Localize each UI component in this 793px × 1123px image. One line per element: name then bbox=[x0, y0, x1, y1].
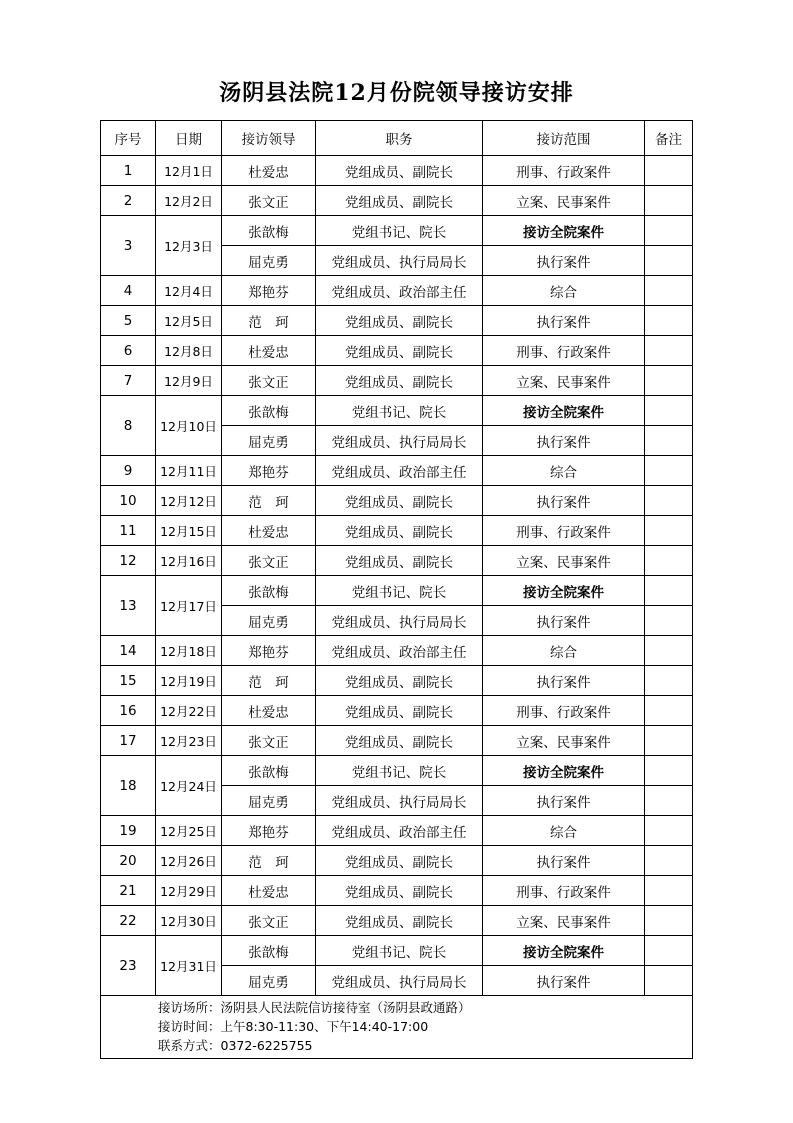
row-number: 16 bbox=[101, 696, 156, 726]
row-duty: 党组成员、执行局局长 bbox=[316, 966, 483, 996]
row-duty: 党组成员、政治部主任 bbox=[316, 456, 483, 486]
row-duty: 党组成员、副院长 bbox=[316, 546, 483, 576]
row-duty: 党组成员、执行局局长 bbox=[316, 786, 483, 816]
table-row bbox=[101, 336, 693, 366]
table-row bbox=[101, 186, 693, 216]
row-leader: 张文正 bbox=[222, 546, 316, 576]
table-body bbox=[101, 156, 693, 996]
row-number: 20 bbox=[101, 846, 156, 876]
row-leader: 张歆梅 bbox=[222, 756, 316, 786]
row-remark bbox=[645, 366, 693, 396]
table-row bbox=[101, 696, 693, 726]
row-leader: 屈克勇 bbox=[222, 606, 316, 636]
row-scope: 综合 bbox=[483, 456, 645, 486]
row-remark bbox=[645, 156, 693, 186]
table-row bbox=[101, 456, 693, 486]
table-row bbox=[101, 876, 693, 906]
row-scope: 执行案件 bbox=[483, 846, 645, 876]
row-duty: 党组成员、政治部主任 bbox=[316, 276, 483, 306]
row-leader: 郑艳芬 bbox=[222, 276, 316, 306]
row-duty: 党组成员、副院长 bbox=[316, 516, 483, 546]
row-remark bbox=[645, 666, 693, 696]
table-row bbox=[101, 726, 693, 756]
row-remark bbox=[645, 726, 693, 756]
row-number: 21 bbox=[101, 876, 156, 906]
table-row bbox=[101, 216, 693, 246]
header-no: 序号 bbox=[101, 121, 156, 156]
row-scope: 立案、民事案件 bbox=[483, 186, 645, 216]
row-scope: 接访全院案件 bbox=[483, 936, 645, 966]
row-date: 12月3日 bbox=[156, 216, 222, 276]
row-remark bbox=[645, 786, 693, 816]
row-date: 12月11日 bbox=[156, 456, 222, 486]
header-leader: 接访领导 bbox=[222, 121, 316, 156]
row-leader: 郑艳芬 bbox=[222, 456, 316, 486]
row-number: 6 bbox=[101, 336, 156, 366]
row-date: 12月4日 bbox=[156, 276, 222, 306]
footer-contact: 联系方式：0372-6225755 bbox=[158, 1038, 313, 1053]
row-scope: 综合 bbox=[483, 636, 645, 666]
row-number: 14 bbox=[101, 636, 156, 666]
row-number: 7 bbox=[101, 366, 156, 396]
row-remark bbox=[645, 606, 693, 636]
row-number: 18 bbox=[101, 756, 156, 816]
row-scope: 立案、民事案件 bbox=[483, 906, 645, 936]
table-header-row bbox=[101, 121, 693, 156]
row-leader: 张歆梅 bbox=[222, 576, 316, 606]
row-number: 1 bbox=[101, 156, 156, 186]
header-remark: 备注 bbox=[645, 121, 693, 156]
row-number: 17 bbox=[101, 726, 156, 756]
row-number: 23 bbox=[101, 936, 156, 996]
row-number: 15 bbox=[101, 666, 156, 696]
row-leader: 张文正 bbox=[222, 906, 316, 936]
table-row bbox=[101, 486, 693, 516]
row-scope: 执行案件 bbox=[483, 426, 645, 456]
row-leader: 郑艳芬 bbox=[222, 816, 316, 846]
row-scope: 接访全院案件 bbox=[483, 396, 645, 426]
row-date: 12月24日 bbox=[156, 756, 222, 816]
row-remark bbox=[645, 306, 693, 336]
row-date: 12月25日 bbox=[156, 816, 222, 846]
table-row bbox=[101, 396, 693, 426]
row-leader: 张歆梅 bbox=[222, 936, 316, 966]
row-leader: 张文正 bbox=[222, 726, 316, 756]
row-number: 8 bbox=[101, 396, 156, 456]
row-scope: 刑事、行政案件 bbox=[483, 336, 645, 366]
row-remark bbox=[645, 876, 693, 906]
row-remark bbox=[645, 396, 693, 426]
row-remark bbox=[645, 846, 693, 876]
row-scope: 执行案件 bbox=[483, 666, 645, 696]
row-leader: 范 珂 bbox=[222, 666, 316, 696]
row-duty: 党组书记、院长 bbox=[316, 396, 483, 426]
row-number: 13 bbox=[101, 576, 156, 636]
row-leader: 杜爱忠 bbox=[222, 876, 316, 906]
row-date: 12月5日 bbox=[156, 306, 222, 336]
row-duty: 党组成员、副院长 bbox=[316, 306, 483, 336]
row-date: 12月2日 bbox=[156, 186, 222, 216]
row-leader: 郑艳芬 bbox=[222, 636, 316, 666]
table-row bbox=[101, 516, 693, 546]
row-date: 12月10日 bbox=[156, 396, 222, 456]
row-number: 10 bbox=[101, 486, 156, 516]
footer-time: 接访时间：上午8:30-11:30、下午14:40-17:00 bbox=[158, 1019, 429, 1034]
row-leader: 杜爱忠 bbox=[222, 516, 316, 546]
row-remark bbox=[645, 546, 693, 576]
row-scope: 刑事、行政案件 bbox=[483, 156, 645, 186]
page-title: 汤阴县法院12月份院领导接访安排 bbox=[219, 80, 574, 106]
row-remark bbox=[645, 246, 693, 276]
row-remark bbox=[645, 186, 693, 216]
row-date: 12月12日 bbox=[156, 486, 222, 516]
table-row bbox=[101, 936, 693, 966]
row-scope: 综合 bbox=[483, 276, 645, 306]
row-number: 3 bbox=[101, 216, 156, 276]
table-row bbox=[101, 366, 693, 396]
row-leader: 屈克勇 bbox=[222, 426, 316, 456]
row-number: 12 bbox=[101, 546, 156, 576]
row-remark bbox=[645, 486, 693, 516]
row-number: 2 bbox=[101, 186, 156, 216]
row-leader: 范 珂 bbox=[222, 486, 316, 516]
row-remark bbox=[645, 936, 693, 966]
row-remark bbox=[645, 816, 693, 846]
row-date: 12月18日 bbox=[156, 636, 222, 666]
table-row bbox=[101, 666, 693, 696]
table-row bbox=[101, 276, 693, 306]
row-duty: 党组成员、副院长 bbox=[316, 336, 483, 366]
row-scope: 综合 bbox=[483, 816, 645, 846]
table-row bbox=[101, 846, 693, 876]
row-duty: 党组成员、副院长 bbox=[316, 846, 483, 876]
table-row bbox=[101, 546, 693, 576]
row-leader: 张文正 bbox=[222, 366, 316, 396]
row-scope: 立案、民事案件 bbox=[483, 546, 645, 576]
row-remark bbox=[645, 906, 693, 936]
row-date: 12月26日 bbox=[156, 846, 222, 876]
row-scope: 刑事、行政案件 bbox=[483, 516, 645, 546]
row-date: 12月16日 bbox=[156, 546, 222, 576]
row-leader: 屈克勇 bbox=[222, 786, 316, 816]
row-date: 12月15日 bbox=[156, 516, 222, 546]
row-scope: 执行案件 bbox=[483, 246, 645, 276]
row-duty: 党组书记、院长 bbox=[316, 936, 483, 966]
row-scope: 接访全院案件 bbox=[483, 756, 645, 786]
row-scope: 立案、民事案件 bbox=[483, 726, 645, 756]
row-number: 4 bbox=[101, 276, 156, 306]
row-leader: 杜爱忠 bbox=[222, 156, 316, 186]
row-duty: 党组书记、院长 bbox=[316, 216, 483, 246]
row-leader: 杜爱忠 bbox=[222, 336, 316, 366]
row-duty: 党组成员、执行局局长 bbox=[316, 606, 483, 636]
table-row bbox=[101, 156, 693, 186]
row-leader: 范 珂 bbox=[222, 846, 316, 876]
row-remark bbox=[645, 636, 693, 666]
footer-place: 接访场所：汤阴县人民法院信访接待室（汤阴县政通路） bbox=[158, 1000, 471, 1015]
row-remark bbox=[645, 336, 693, 366]
row-scope: 刑事、行政案件 bbox=[483, 876, 645, 906]
row-date: 12月17日 bbox=[156, 576, 222, 636]
row-duty: 党组书记、院长 bbox=[316, 756, 483, 786]
row-number: 19 bbox=[101, 816, 156, 846]
row-remark bbox=[645, 516, 693, 546]
row-remark bbox=[645, 966, 693, 996]
row-leader: 张歆梅 bbox=[222, 396, 316, 426]
row-scope: 执行案件 bbox=[483, 486, 645, 516]
row-remark bbox=[645, 426, 693, 456]
row-date: 12月23日 bbox=[156, 726, 222, 756]
row-scope: 刑事、行政案件 bbox=[483, 696, 645, 726]
row-date: 12月22日 bbox=[156, 696, 222, 726]
row-duty: 党组成员、政治部主任 bbox=[316, 636, 483, 666]
schedule-table bbox=[100, 120, 693, 1059]
row-duty: 党组成员、副院长 bbox=[316, 906, 483, 936]
table-row bbox=[101, 756, 693, 786]
row-scope: 执行案件 bbox=[483, 966, 645, 996]
row-leader: 范 珂 bbox=[222, 306, 316, 336]
row-duty: 党组成员、副院长 bbox=[316, 876, 483, 906]
row-duty: 党组成员、副院长 bbox=[316, 726, 483, 756]
row-number: 22 bbox=[101, 906, 156, 936]
row-number: 5 bbox=[101, 306, 156, 336]
row-duty: 党组成员、政治部主任 bbox=[316, 816, 483, 846]
row-duty: 党组成员、执行局局长 bbox=[316, 426, 483, 456]
row-duty: 党组书记、院长 bbox=[316, 576, 483, 606]
footer-info bbox=[101, 996, 693, 1059]
row-duty: 党组成员、副院长 bbox=[316, 666, 483, 696]
header-date: 日期 bbox=[156, 121, 222, 156]
row-leader: 屈克勇 bbox=[222, 966, 316, 996]
row-date: 12月19日 bbox=[156, 666, 222, 696]
table-row bbox=[101, 306, 693, 336]
row-duty: 党组成员、副院长 bbox=[316, 486, 483, 516]
row-remark bbox=[645, 696, 693, 726]
row-date: 12月29日 bbox=[156, 876, 222, 906]
row-scope: 执行案件 bbox=[483, 786, 645, 816]
table-row bbox=[101, 636, 693, 666]
table-row bbox=[101, 906, 693, 936]
row-scope: 接访全院案件 bbox=[483, 576, 645, 606]
row-duty: 党组成员、副院长 bbox=[316, 156, 483, 186]
row-leader: 屈克勇 bbox=[222, 246, 316, 276]
row-date: 12月8日 bbox=[156, 336, 222, 366]
header-duty: 职务 bbox=[316, 121, 483, 156]
row-date: 12月30日 bbox=[156, 906, 222, 936]
row-date: 12月31日 bbox=[156, 936, 222, 996]
row-leader: 张歆梅 bbox=[222, 216, 316, 246]
row-duty: 党组成员、执行局局长 bbox=[316, 246, 483, 276]
row-remark bbox=[645, 276, 693, 306]
row-remark bbox=[645, 456, 693, 486]
row-leader: 杜爱忠 bbox=[222, 696, 316, 726]
row-number: 11 bbox=[101, 516, 156, 546]
row-scope: 立案、民事案件 bbox=[483, 366, 645, 396]
row-remark bbox=[645, 576, 693, 606]
row-remark bbox=[645, 216, 693, 246]
table-row bbox=[101, 816, 693, 846]
row-duty: 党组成员、副院长 bbox=[316, 696, 483, 726]
row-leader: 张文正 bbox=[222, 186, 316, 216]
row-number: 9 bbox=[101, 456, 156, 486]
row-remark bbox=[645, 756, 693, 786]
row-duty: 党组成员、副院长 bbox=[316, 186, 483, 216]
row-date: 12月1日 bbox=[156, 156, 222, 186]
row-duty: 党组成员、副院长 bbox=[316, 366, 483, 396]
row-date: 12月9日 bbox=[156, 366, 222, 396]
footer-row bbox=[101, 996, 693, 1059]
row-scope: 执行案件 bbox=[483, 606, 645, 636]
table-row bbox=[101, 576, 693, 606]
row-scope: 接访全院案件 bbox=[483, 216, 645, 246]
header-scope: 接访范围 bbox=[483, 121, 645, 156]
row-scope: 执行案件 bbox=[483, 306, 645, 336]
